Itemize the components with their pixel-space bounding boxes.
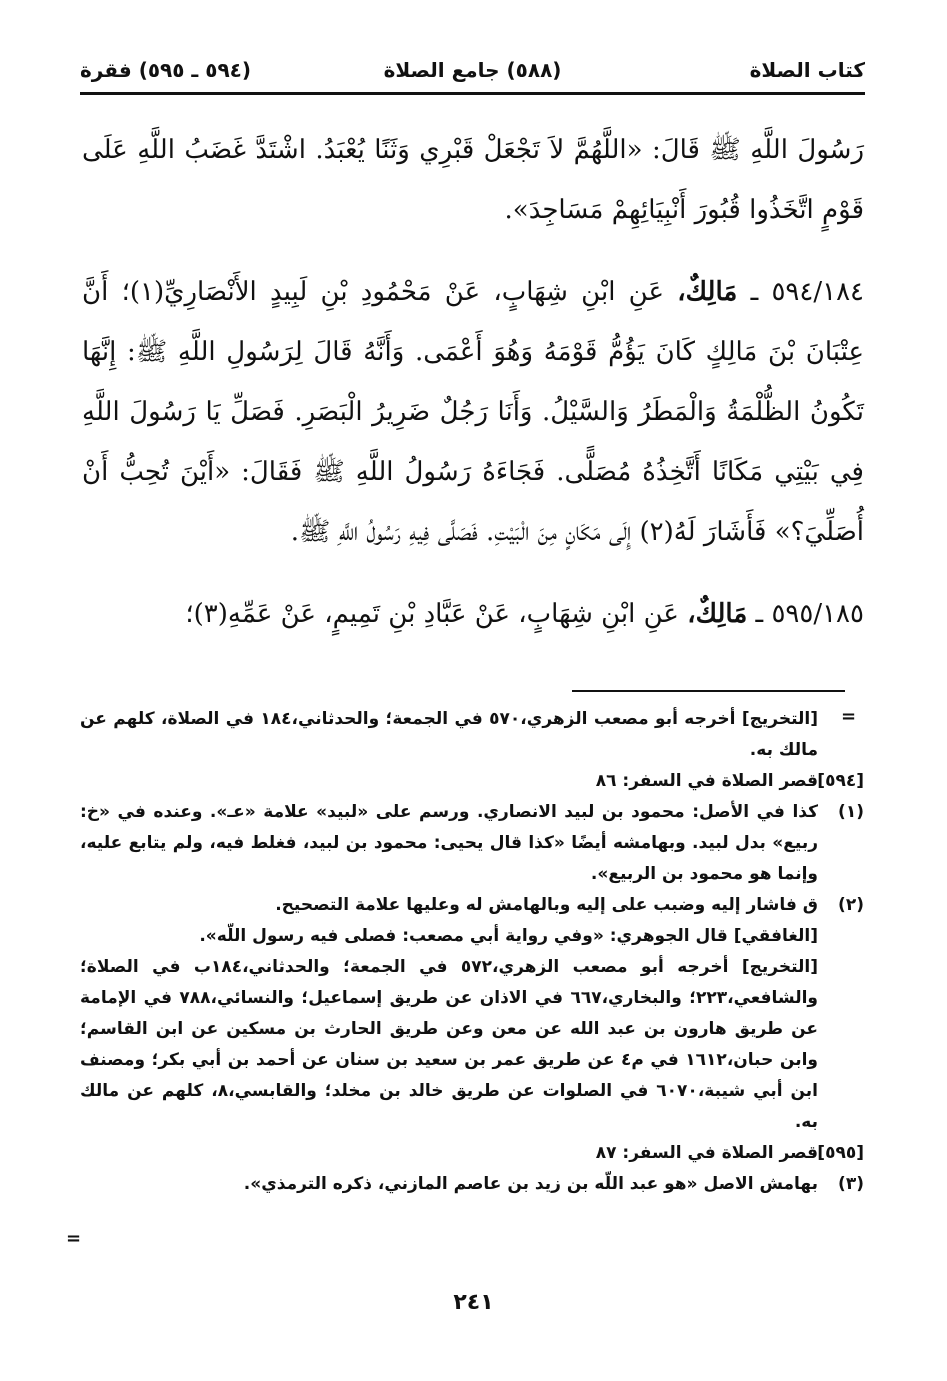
footnote-1 [80, 797, 864, 890]
main-text [82, 120, 864, 644]
footnote-3 [80, 1169, 864, 1200]
footnote-text: قصر الصلاة في السفر: ٨٧ [595, 1143, 818, 1163]
header-paragraph-range: (٥٩٤ ـ ٥٩٥) فقرة [80, 58, 251, 82]
narrator-name: مَالِكٌ، [687, 599, 748, 629]
footnote-text: قال الجوهري: «وفي رواية أبي مصعب: فصلى فيه رسول اللّه». [199, 926, 728, 946]
hadith-text: عَنِ ابْنِ شِهَابٍ، عَنْ عَبَّادِ بْنِ تَمِيمٍ، عَنْ عَمِّهِ(٣)؛ [185, 599, 679, 629]
running-header [80, 52, 865, 92]
footnote-text: بهامش الاصل «هو عبد اللّه بن زيد بن عاصم المازني، ذكره الترمذي». [243, 1174, 818, 1194]
footnote-marker: (١) [838, 802, 864, 822]
continuation-mark: = [66, 1228, 82, 1249]
footnotes [80, 704, 864, 1200]
hadith-text: عَنِ ابْنِ شِهَابٍ، عَنْ مَحْمُودِ بْنِ لَبِيدٍ الأَنْصَارِيِّ(١)؛ أَنَّ عِتْبَانَ بْنَ مَالِكٍ كَانَ يَؤُمُّ قَوْمَهُ وَهُوَ أَعْمَى. وَأَنَّهُ قَالَ لِرَسُولِ اللَّهِ ﷺ: إِنَّهَا تَكُونُ الظُّلْمَةُ وَالْمَطَرُ وَالسَّيْلُ. وَأَنَا رَجُلٌ ضَرِيرُ الْبَصَرِ. فَصَلِّ يَا رَسُولَ اللَّهِ فِي بَيْتِي مَكَانًا أَتَّخِذُهُ مُصَلًّى. فَجَاءَهُ رَسُولُ اللَّهِ ﷺ فَقَالَ: «أَيْنَ تُحِبُّ أَنْ أُصَلِّيَ؟» فَأَشَارَ لَهُ(٢) إِلَى مَكَانٍ مِنَ الْبَيْتِ. فَصَلَّى فِيهِ رَسُولُ اللَّهِ ﷺ. [82, 277, 864, 547]
narrator-name: مَالِكٌ، [677, 277, 738, 307]
hadith-continuation [82, 120, 864, 240]
takhrij-label: [التخريج] [741, 709, 818, 729]
text-line: عَلَى قَوْمٍ اتَّخَذُوا قُبُورَ أَنْبِيَائِهِمْ مَسَاجِدَ». [82, 135, 864, 225]
header-divider [80, 92, 865, 95]
continuation-mark: = [841, 706, 857, 727]
footnote-594 [80, 766, 864, 797]
footnote-marker: (٣) [838, 1174, 864, 1194]
takhrij-label: [التخريج] [741, 957, 818, 977]
footnote-text: كذا في الأصل: محمود بن لبيد الانصاري. ورسم على «لبيد» علامة «عـ». وعنده في «خ: ربيع» بدل لبيد. وبهامشه أيضًا «كذا قال يحيى: محمود بن لبيد، فغلط فيه، ولم يتابع عليه، وإنما هو محمود بن الربيع». [80, 802, 818, 884]
ghafiqi-label: [الغافقي] [733, 926, 818, 946]
text-line: رَسُولَ اللَّهِ ﷺ قَالَ: «اللَّهُمَّ لاَ تَجْعَلْ قَبْرِي وَثَنًا يُعْبَدُ. اشْتَدَّ غَضَبُ اللَّهِ [137, 135, 864, 165]
hadith-594 [82, 262, 864, 562]
hadith-number: ٥٩٥/١٨٥ ـ [755, 599, 864, 629]
footnote-595 [80, 1138, 864, 1169]
footnote-marker: [٥٩٥] [817, 1143, 864, 1163]
footnote-text: قصر الصلاة في السفر: ٨٦ [595, 771, 818, 791]
footnote-takhrij-continued [80, 704, 864, 766]
footnote-text: ق فاشار إليه وضبب على إليه وبالهامش له وعليها علامة التصحيح. [275, 895, 818, 915]
header-chapter-title: (٥٨٨) جامع الصلاة [383, 58, 562, 82]
footnote-text: أخرجه أبو مصعب الزهري،٥٧٢ في الجمعة؛ والحدثاني،١٨٤ب في الصلاة؛ والشافعي،٢٢٣؛ والبخاري،٦٦٧ في الاذان عن طريق إسماعيل؛ والنسائي،٧٨٨ في الإمامة عن طريق هارون بن عبد الله عن معن وعن طريق الحارث بن مسكين عن ابن القاسم؛ وابن حبان،١٦١٢ في م٤ عن طريق عمر بن سعيد بن سنان عن أحمد بن أبي بكر؛ ومصنف ابن أبي شيبة،٦٠٧٠ في الصلوات عن طريق خالد بن مخلد؛ والقابسي،٨، كلهم عن مالك به. [80, 957, 818, 1132]
footnote-marker: (٢) [838, 895, 864, 915]
footnote-divider [572, 690, 845, 692]
footnote-marker: [٥٩٤] [817, 771, 864, 791]
footnote-2 [80, 890, 864, 1138]
hadith-595 [82, 584, 864, 644]
page-number: ٢٤١ [453, 1290, 494, 1315]
header-book-title: كتاب الصلاة [749, 58, 865, 82]
hadith-number: ٥٩٤/١٨٤ ـ [750, 277, 865, 307]
footnote-text: أخرجه أبو مصعب الزهري،٥٧٠ في الجمعة؛ والحدثاني،١٨٤ في الصلاة، كلهم عن مالك به. [80, 709, 818, 760]
